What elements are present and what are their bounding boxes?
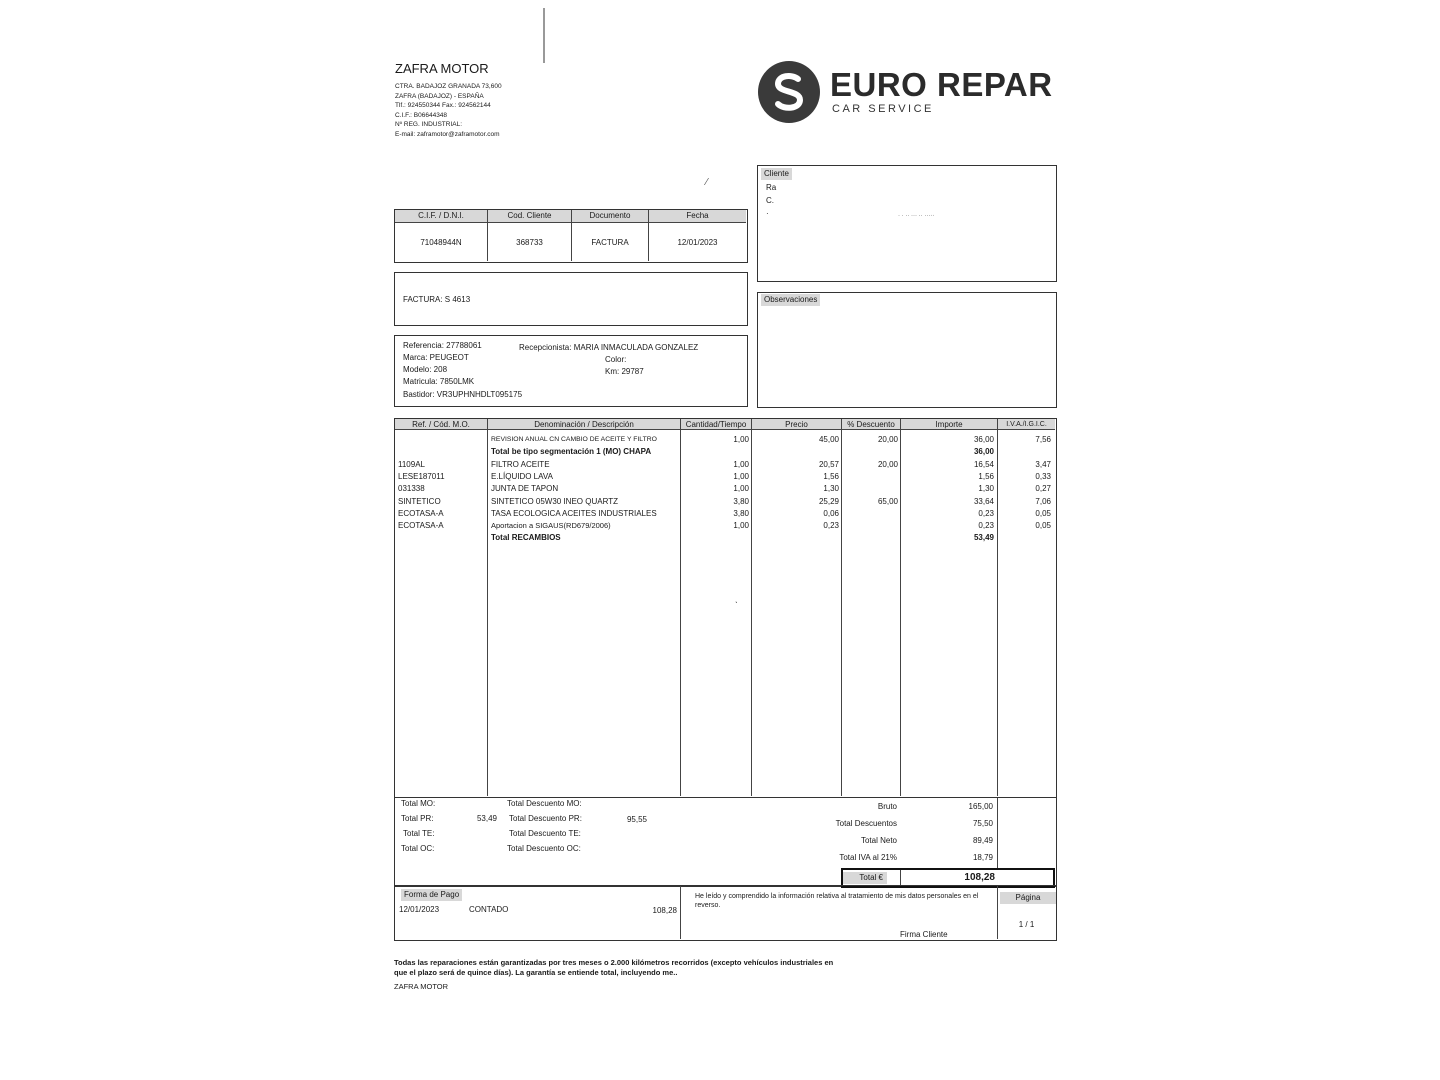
cell-imp: 0,23 — [978, 521, 994, 531]
total-oc-label: Total OC: — [401, 844, 435, 853]
desc-mo-label: Total Descuento MO: — [507, 799, 582, 808]
cell-iva: 7,06 — [1035, 496, 1051, 506]
cell-desc: E.LÍQUIDO LAVA — [491, 471, 553, 481]
cell-imp: 36,00 — [973, 447, 994, 457]
factura-number: FACTURA: S 4613 — [403, 295, 471, 304]
cell-price: 25,29 — [818, 496, 839, 506]
table-row — [395, 434, 1057, 446]
cell-ref: SINTETICO — [398, 496, 441, 506]
total-pr-value: 53,49 — [476, 814, 497, 823]
observaciones-label: Observaciones — [761, 294, 820, 306]
address-line: Tlf.: 924550344 Fax.: 924562144 — [395, 102, 491, 109]
cell-ref: ECOTASA-A — [398, 508, 444, 518]
cliente-line: Ra — [766, 183, 777, 192]
table-row — [395, 520, 1057, 532]
vehicle-recepcionista: Recepcionista: MARIA INMACULADA GONZALEZ — [519, 343, 699, 352]
address-line: ZAFRA (BADAJOZ) - ESPAÑA — [395, 92, 484, 100]
scan-mark — [543, 8, 545, 63]
cell-ref: 031338 — [398, 484, 425, 494]
cell-desc: SINTETICO 05W30 INEO QUARTZ — [491, 496, 618, 506]
doc-value-documento: FACTURA — [591, 238, 629, 247]
cell-price: 0,23 — [823, 521, 839, 531]
cell-qty: 1,00 — [733, 459, 749, 469]
bruto-value: 165,00 — [968, 802, 993, 811]
cell-ref: 1109AL — [398, 459, 425, 469]
cell-price: 45,00 — [818, 435, 839, 444]
address-line: E-mail: zaframotor@zaframotor.com — [395, 130, 500, 138]
cell-imp: 36,00 — [973, 435, 994, 444]
company-address — [395, 82, 595, 139]
document-header-box — [394, 209, 748, 263]
cell-imp: 33,64 — [973, 496, 994, 506]
brand-title: EURO REPAR — [830, 66, 1053, 103]
footer-company: ZAFRA MOTOR — [394, 982, 449, 991]
cell-imp: 1,56 — [978, 471, 994, 481]
cell-iva: 3,47 — [1035, 459, 1051, 469]
total-pr-label: Total PR: — [401, 814, 434, 823]
cell-desc: REVISION ANUAL CN CAMBIO DE ACEITE Y FILTRO — [491, 436, 657, 443]
totals-box — [394, 797, 1057, 887]
cell-qty: 1,00 — [733, 471, 749, 481]
cell-iva: 0,33 — [1035, 471, 1051, 481]
cell-price: 0,06 — [823, 508, 839, 518]
cell-qty: 1,00 — [733, 484, 749, 494]
cell-imp: 1,30 — [978, 484, 994, 494]
vehicle-color: Color: — [605, 355, 627, 364]
cell-qty: 1,00 — [733, 521, 749, 531]
iva-value: 18,79 — [972, 853, 993, 862]
vehicle-matricula: Matricula: 7850LMK — [403, 377, 475, 386]
neto-label: Total Neto — [860, 836, 897, 845]
descuentos-label: Total Descuentos — [835, 819, 897, 828]
vehicle-marca: Marca: PEUGEOT — [403, 353, 469, 362]
cell-desc: Total RECAMBIOS — [491, 533, 561, 543]
cliente-box — [757, 165, 1057, 282]
pagina-label: Página — [1000, 892, 1056, 904]
cell-iva: 0,05 — [1035, 521, 1051, 531]
line-items-table — [394, 418, 1057, 798]
address-line: CTRA. BADAJOZ GRANADA 73,600 — [395, 83, 502, 90]
cell-desc: TASA ECOLOGICA ACEITES INDUSTRIALES — [491, 508, 657, 518]
cliente-label: Cliente — [761, 168, 792, 180]
cell-disc: 20,00 — [877, 435, 898, 444]
euro-repar-logo-icon — [758, 61, 820, 123]
cell-disc: 20,00 — [877, 459, 898, 469]
payment-box — [394, 885, 1057, 941]
col-header-desc: Denominación / Descripción — [488, 419, 680, 430]
cell-desc: FILTRO ACEITE — [491, 459, 550, 469]
pen-mark: ⁄ — [706, 177, 708, 188]
col-header-price: Precio — [752, 419, 841, 430]
brand-subtitle: CAR SERVICE — [832, 103, 934, 115]
forma-pago-label: Forma de Pago — [401, 889, 462, 901]
col-header-iva: I.V.A./I.G.I.C. — [998, 419, 1055, 430]
cell-desc: Aportacion a SIGAUS(RD679/2006) — [491, 521, 611, 531]
table-row — [395, 459, 1057, 471]
table-row — [395, 496, 1057, 508]
table-row — [395, 532, 1057, 544]
table-row — [395, 446, 1057, 458]
cell-qty: 1,00 — [733, 435, 749, 444]
company-name: ZAFRA MOTOR — [395, 61, 489, 76]
firma-cliente: Firma Cliente — [900, 930, 948, 939]
doc-label-cif: C.I.F. / D.N.I. — [395, 210, 487, 222]
pagina-value: 1 / 1 — [1018, 920, 1035, 929]
cell-iva: 7,56 — [1035, 435, 1051, 444]
desc-te-label: Total Descuento TE: — [509, 829, 581, 838]
descuentos-value: 75,50 — [972, 819, 993, 828]
warranty-text: Todas las reparaciones están garantizadas por tres meses o 2.000 kilómetros recorridos (excepto vehículos industriales en que el plazo será de quince días). La garantía se entiende total, incluyendo me.. — [394, 958, 834, 977]
desc-pr-label: Total Descuento PR: — [509, 814, 582, 823]
cell-imp: 53,49 — [973, 533, 994, 543]
col-header-qty: Cantidad/Tiempo — [681, 419, 751, 430]
factura-ref-box — [394, 272, 748, 326]
pago-date: 12/01/2023 — [399, 905, 440, 914]
vehicle-bastidor: Bastidor: VR3UPHNHDLT095175 — [403, 390, 523, 399]
vehicle-modelo: Modelo: 208 — [403, 365, 448, 374]
privacy-note: He leído y comprendido la información relativa al tratamiento de mis datos personales en el reverso. — [695, 893, 979, 909]
cliente-line: · — [766, 209, 769, 218]
doc-label-cod-cliente: Cod. Cliente — [488, 210, 571, 222]
table-row — [395, 471, 1057, 483]
desc-oc-label: Total Descuento OC: — [507, 844, 581, 853]
pen-mark: ˎ — [735, 593, 738, 603]
vehicle-box — [394, 335, 748, 407]
total-label: Total € — [843, 872, 887, 884]
neto-value: 89,49 — [972, 836, 993, 845]
table-row — [395, 508, 1057, 520]
cell-imp: 0,23 — [978, 508, 994, 518]
cell-qty: 3,80 — [733, 508, 749, 518]
cell-desc: Total be tipo segmentación 1 (MO) CHAPA — [491, 447, 652, 457]
bruto-label: Bruto — [877, 802, 897, 811]
doc-value-cif: 71048944N — [420, 238, 462, 247]
total-mo-label: Total MO: — [401, 799, 436, 808]
pago-method: CONTADO — [469, 905, 509, 914]
cell-price: 1,30 — [823, 484, 839, 494]
cell-imp: 16,54 — [973, 459, 994, 469]
cell-ref: ECOTASA-A — [398, 521, 444, 531]
address-line: Nº REG. INDUSTRIAL: — [395, 121, 463, 128]
doc-label-fecha: Fecha — [649, 210, 746, 222]
cliente-line: C. — [766, 196, 774, 205]
col-header-ref: Ref. / Cód. M.O. — [395, 419, 487, 430]
doc-value-cod-cliente: 368733 — [516, 238, 543, 247]
cliente-postal: · · ·· ··· ·· ····· — [898, 213, 935, 219]
cell-qty: 3,80 — [733, 496, 749, 506]
col-header-imp: Importe — [901, 419, 997, 430]
cell-iva: 0,27 — [1035, 484, 1051, 494]
doc-label-documento: Documento — [572, 210, 648, 222]
cell-ref: LESE187011 — [398, 471, 445, 481]
cell-price: 20,57 — [818, 459, 839, 469]
vehicle-km: Km: 29787 — [605, 367, 644, 376]
cell-price: 1,56 — [823, 471, 839, 481]
doc-value-fecha: 12/01/2023 — [677, 238, 718, 247]
cell-disc: 65,00 — [877, 496, 898, 506]
iva-label: Total IVA al 21% — [839, 853, 897, 862]
total-value: 108,28 — [964, 872, 995, 883]
desc-pr-value: 95,55 — [626, 815, 647, 824]
address-line: C.I.F.: B06644348 — [395, 111, 448, 119]
total-te-label: Total TE: — [403, 829, 435, 838]
pago-amount: 108,28 — [652, 906, 677, 915]
cell-desc: JUNTA DE TAPON — [491, 484, 559, 494]
vehicle-referencia: Referencia: 27788061 — [403, 341, 482, 350]
observaciones-box — [757, 292, 1057, 408]
col-header-disc: % Descuento — [842, 419, 900, 430]
cell-iva: 0,05 — [1035, 508, 1051, 518]
table-row — [395, 483, 1057, 495]
